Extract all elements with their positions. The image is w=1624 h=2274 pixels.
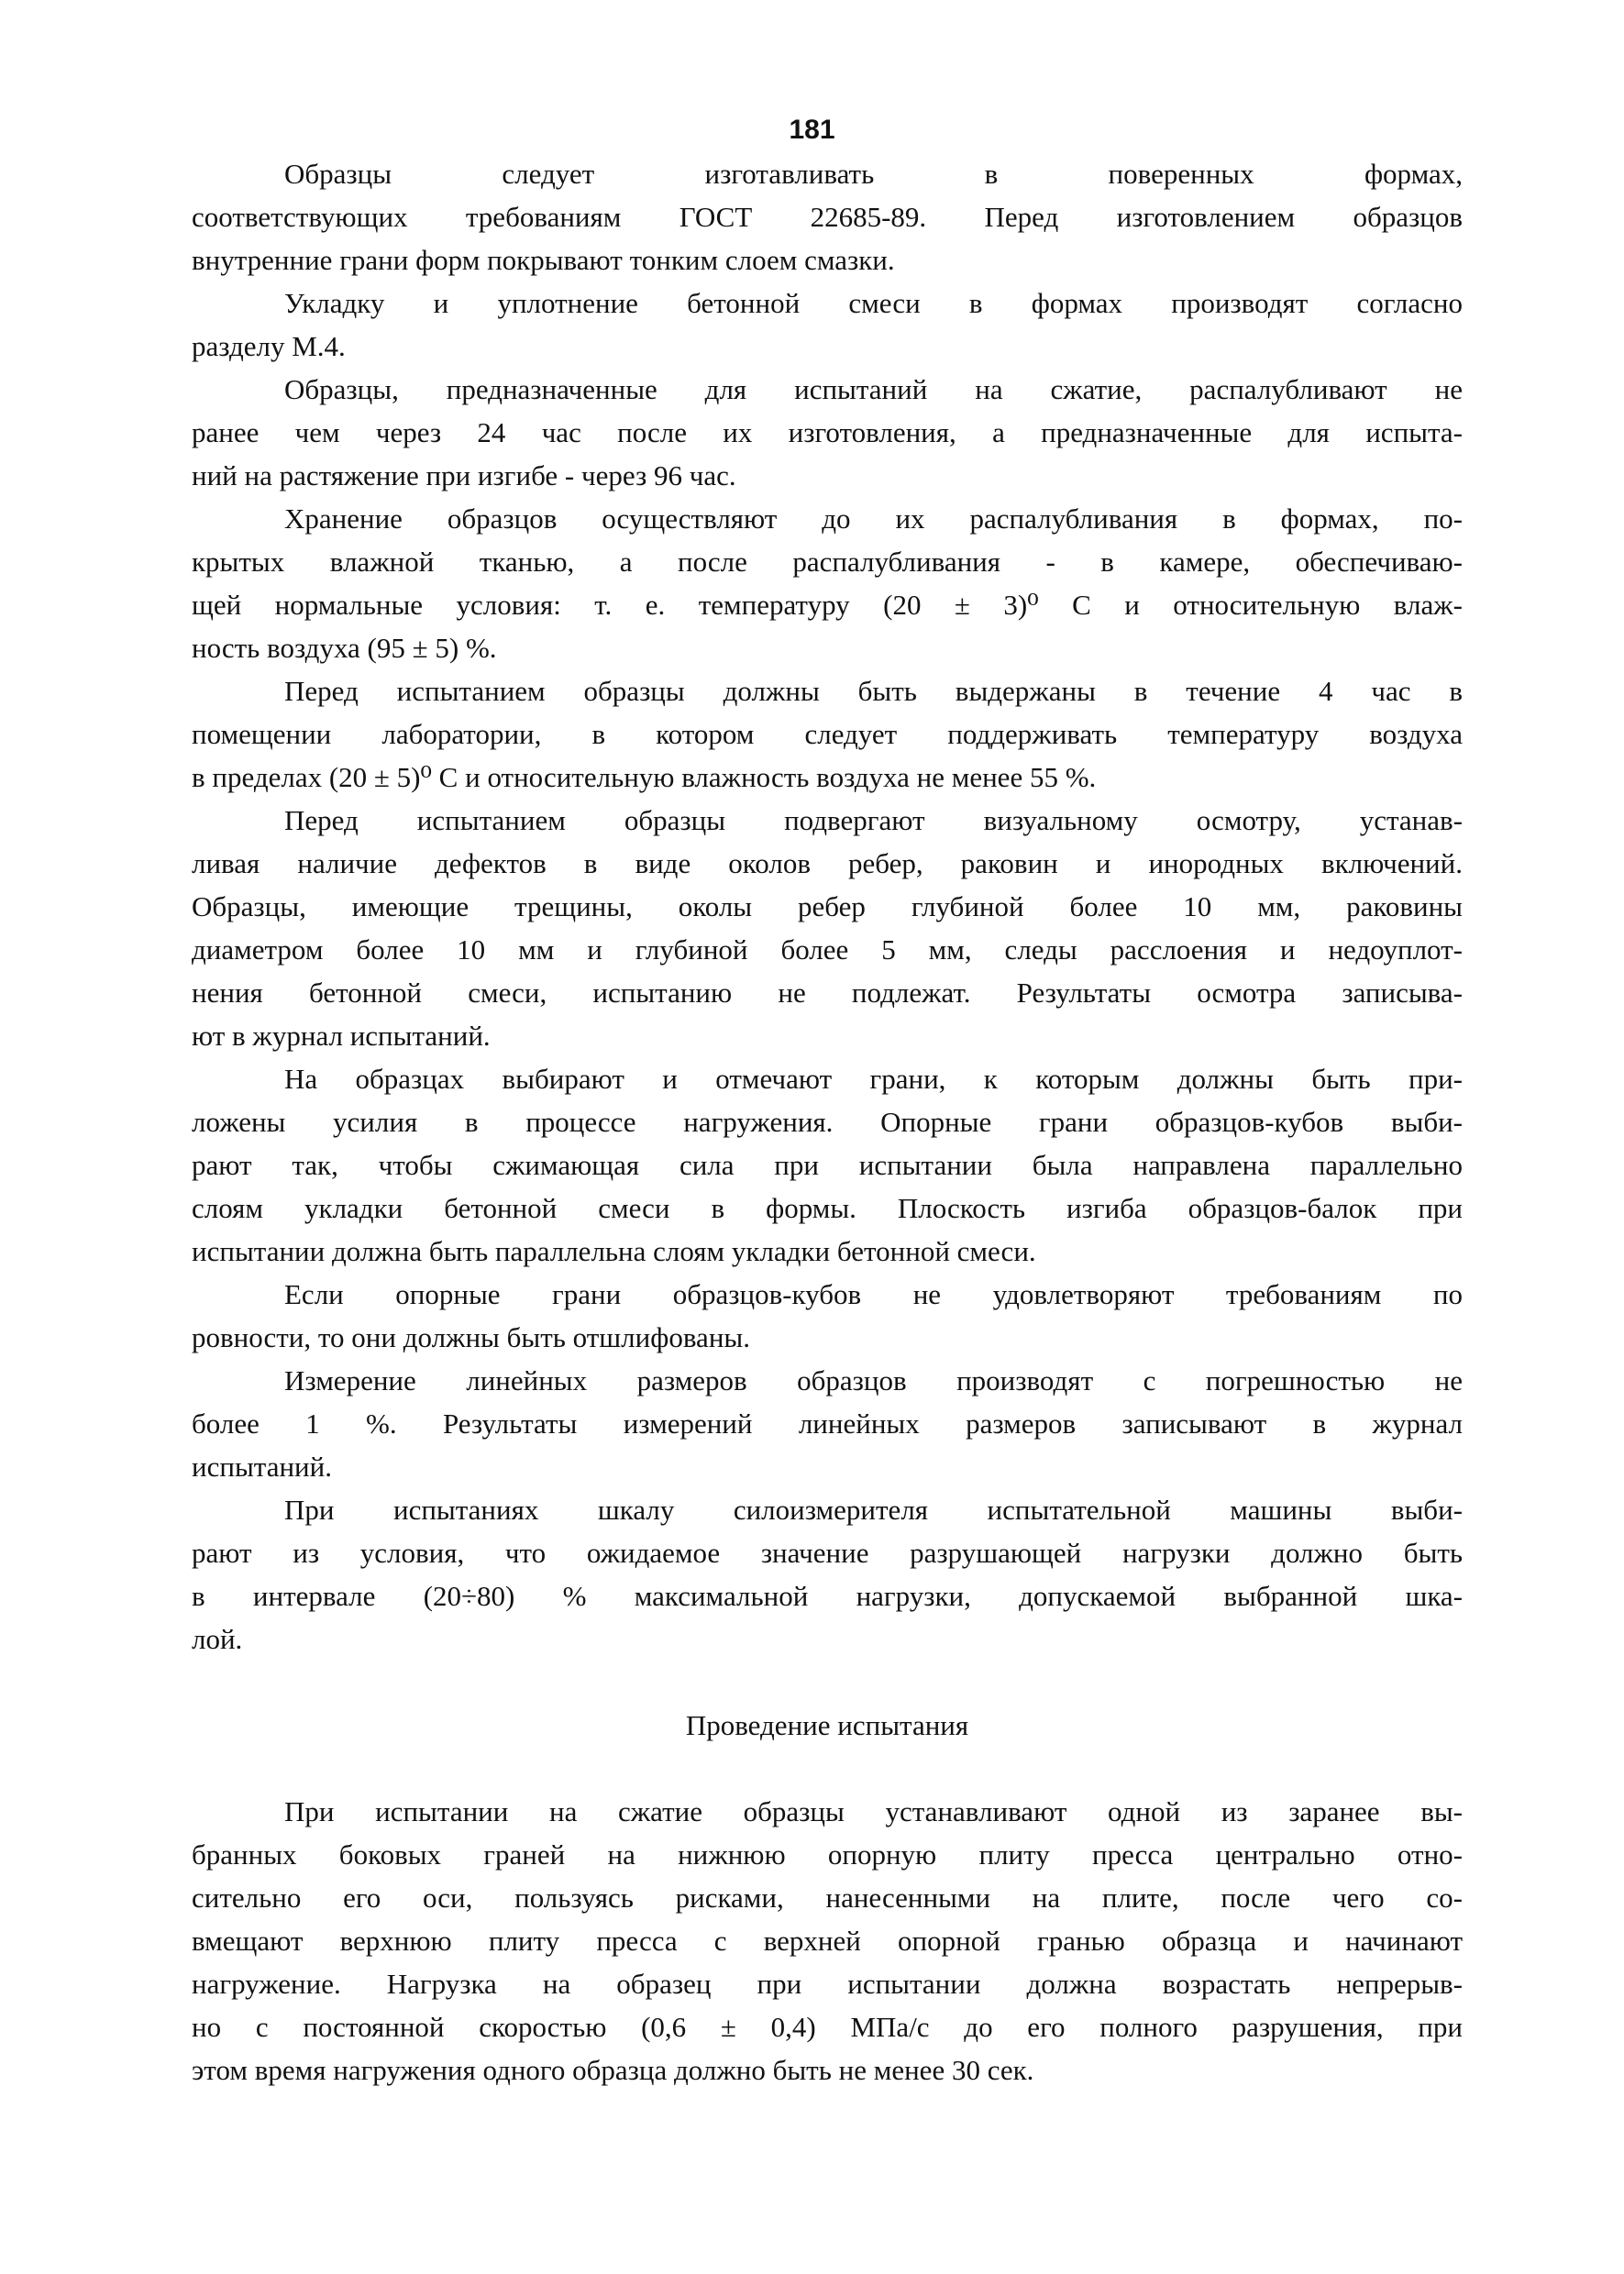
text-line: При испытании на сжатие образцы устанавливают одной из заранее вы- <box>284 1795 1463 1827</box>
text-line: испытаний. <box>192 1451 332 1483</box>
text-line: бранных боковых граней на нижнюю опорную плиту пресса центрально отно- <box>192 1838 1463 1871</box>
text-line: крытых влажной тканью, а после распалубливания - в камере, обеспечиваю- <box>192 546 1463 578</box>
text-line: Образцы, имеющие трещины, околы ребер глубиной более 10 мм, раковины <box>192 890 1463 922</box>
text-line: вмещают верхнюю плиту пресса с верхней опорной гранью образца и начинают <box>192 1925 1463 1957</box>
paragraphs-before <box>192 152 1463 1661</box>
text-line: в интервале (20÷80) % максимальной нагрузки, допускаемой выбранной шка- <box>192 1580 1463 1612</box>
text-line: ливая наличие дефектов в виде околов ребер, раковин и инородных включений. <box>192 847 1463 879</box>
paragraph <box>192 368 1463 497</box>
text-line: При испытаниях шкалу силоизмерителя испытательной машины выби- <box>284 1494 1463 1526</box>
text-line: Перед испытанием образцы подвергают визуальному осмотру, устанав- <box>284 804 1463 836</box>
text-line: нения бетонной смеси, испытанию не подлежат. Результаты осмотра записыва- <box>192 977 1463 1009</box>
text-line: лой. <box>192 1623 243 1655</box>
text-line: ний на растяжение при изгибе - через 96 час. <box>192 459 736 491</box>
text-line: ность воздуха (95 ± 5) %. <box>192 632 497 664</box>
paragraph <box>192 281 1463 368</box>
page-number: 181 <box>789 115 835 145</box>
paragraph <box>192 1488 1463 1661</box>
text-line: рают так, чтобы сжимающая сила при испытании была направлена параллельно <box>192 1149 1463 1181</box>
section-heading: Проведение испытания <box>685 1709 969 1741</box>
text-line: диаметром более 10 мм и глубиной более 5 мм, следы расслоения и недоуплот- <box>192 933 1463 966</box>
text-line: в пределах (20 ± 5)⁰ С и относительную влажность воздуха не менее 55 %. <box>192 761 1097 793</box>
paragraph <box>192 1359 1463 1488</box>
document-body <box>192 152 1463 2092</box>
text-line: ровности, то они должны быть отшлифованы. <box>192 1321 750 1353</box>
text-line: более 1 %. Результаты измерений линейных размеров записывают в журнал <box>192 1407 1463 1440</box>
text-line: Укладку и уплотнение бетонной смеси в формах производят согласно <box>284 287 1463 319</box>
text-line: Образцы следует изготавливать в поверенных формах, <box>284 158 1463 190</box>
text-line: сительно его оси, пользуясь рисками, нанесенными на плите, после чего со- <box>192 1882 1463 1914</box>
text-line: Если опорные грани образцов-кубов не удовлетворяют требованиям по <box>284 1278 1463 1310</box>
text-line: соответствующих требованиям ГОСТ 22685-89. Перед изготовлением образцов <box>192 201 1463 233</box>
paragraph <box>192 799 1463 1057</box>
text-line: но с постоянной скоростью (0,6 ± 0,4) МПа/с до его полного разрушения, при <box>192 2011 1463 2043</box>
text-line: рают из условия, что ожидаемое значение разрушающей нагрузки должно быть <box>192 1537 1463 1569</box>
paragraph <box>192 152 1463 281</box>
text-line: испытании должна быть параллельна слоям укладки бетонной смеси. <box>192 1235 1036 1267</box>
paragraph <box>192 1057 1463 1273</box>
paragraphs-after <box>192 1790 1463 2092</box>
text-line: внутренние грани форм покрывают тонким слоем смазки. <box>192 244 895 276</box>
text-line: нагружение. Нагрузка на образец при испытании должна возрастать непрерыв- <box>192 1968 1463 2000</box>
text-line: щей нормальные условия: т. е. температуру (20 ± 3)⁰ С и относительную влаж- <box>192 589 1463 621</box>
text-line: ют в журнал испытаний. <box>192 1020 491 1052</box>
text-line: ложены усилия в процессе нагружения. Опорные грани образцов-кубов выби- <box>192 1106 1463 1138</box>
text-line: помещении лаборатории, в котором следует поддерживать температуру воздуха <box>192 718 1463 750</box>
text-line: слоям укладки бетонной смеси в формы. Плоскость изгиба образцов-балок при <box>192 1192 1463 1224</box>
text-line: разделу М.4. <box>192 330 346 362</box>
text-line: Хранение образцов осуществляют до их распалубливания в формах, по- <box>284 502 1463 535</box>
text-line: Измерение линейных размеров образцов производят с погрешностью не <box>284 1364 1463 1396</box>
paragraph <box>192 497 1463 669</box>
text-line: На образцах выбирают и отмечают грани, к которым должны быть при- <box>284 1063 1463 1095</box>
paragraph <box>192 1790 1463 2092</box>
text-line: этом время нагружения одного образца должно быть не менее 30 сек. <box>192 2054 1034 2086</box>
text-line: Образцы, предназначенные для испытаний на сжатие, распалубливают не <box>284 373 1463 405</box>
paragraph <box>192 1273 1463 1359</box>
text-line: Перед испытанием образцы должны быть выдержаны в течение 4 час в <box>284 675 1463 707</box>
paragraph <box>192 669 1463 799</box>
text-line: ранее чем через 24 час после их изготовления, а предназначенные для испыта- <box>192 416 1463 448</box>
